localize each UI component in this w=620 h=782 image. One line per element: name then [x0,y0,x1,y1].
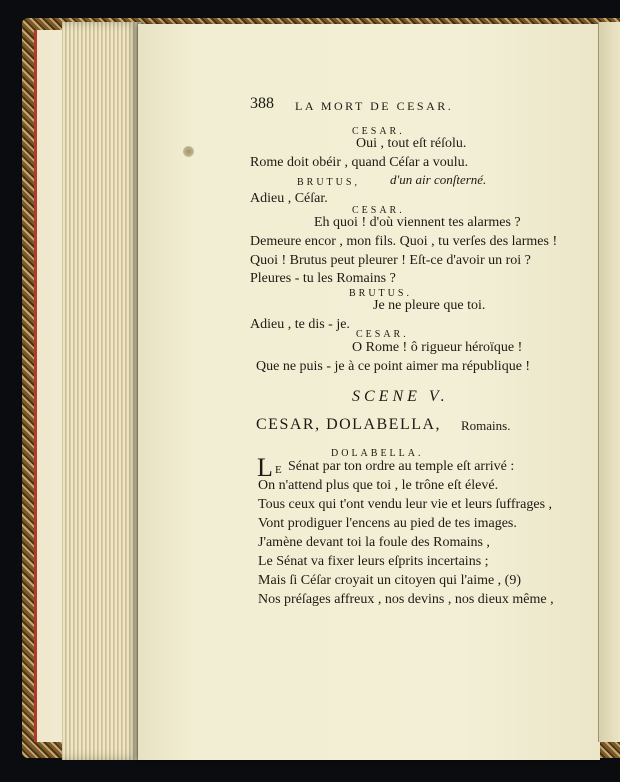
page-stack [62,22,142,760]
drop-cap-rest: E [275,464,283,476]
stage-direction: d'un air conſterné. [390,172,487,187]
verse-line: Que ne puis - je à ce point aimer ma république ! [256,359,531,374]
verse-line: Oui , tout eſt réſolu. [356,136,467,151]
verse-line: Le Sénat va fixer leurs eſprits incertains ; [258,554,489,569]
speaker-label: BRUTUS. [349,288,412,299]
verse-line: Demeure encor , mon fils. Quoi , tu verſes des larmes ! [250,234,558,249]
verse-line: Rome doit obéir , quand Céſar a voulu. [250,155,469,170]
speaker-label: BRUTUS, [297,177,360,188]
verse-line: Sénat par ton ordre au temple eſt arrivé : [288,459,515,474]
verse-line: O Rome ! ô rigueur héroïque ! [352,340,523,355]
drop-cap: L [257,453,273,482]
scene-title: SCENE V. [352,388,449,405]
speaker-label: DOLABELLA. [331,448,424,459]
speaker-label: CESAR. [352,126,405,137]
verse-line: Nos préſages affreux , nos devins , nos dieux même , [258,592,554,607]
verse-line: J'amène devant toi la foule des Romains , [258,535,490,550]
speaker-label: CESAR. [352,205,405,216]
verse-line: Tous ceux qui t'ont vendu leur vie et leurs ſuffrages , [258,497,553,512]
verse-line: Eh quoi ! d'où viennent tes alarmes ? [314,215,521,230]
scene-cast-extra: Romains. [461,418,511,433]
next-page-edge [598,22,620,742]
verse-line: Je ne pleure que toi. [373,298,486,313]
verse-line: Quoi ! Brutus peut pleurer ! Eſt-ce d'avoir un roi ? [250,253,531,268]
scene-cast: CESAR, DOLABELLA, [256,416,442,433]
verse-line: Mais ſi Céſar croyait un citoyen qui l'aime , (9) [258,573,522,588]
verse-line: Vont prodiguer l'encens au pied de tes images. [258,516,517,531]
speaker-label: CESAR. [356,329,409,340]
verse-line: Pleures - tu les Romains ? [250,271,396,286]
verse-line: Adieu , te dis - je. [250,317,350,332]
running-title: LA MORT DE CESAR. [295,99,454,113]
verse-line: Adieu , Céſar. [250,191,328,206]
ink-stain [183,146,194,157]
page-number: 388 [250,95,274,112]
verse-line: On n'attend plus que toi , le trône eſt élevé. [258,478,499,493]
